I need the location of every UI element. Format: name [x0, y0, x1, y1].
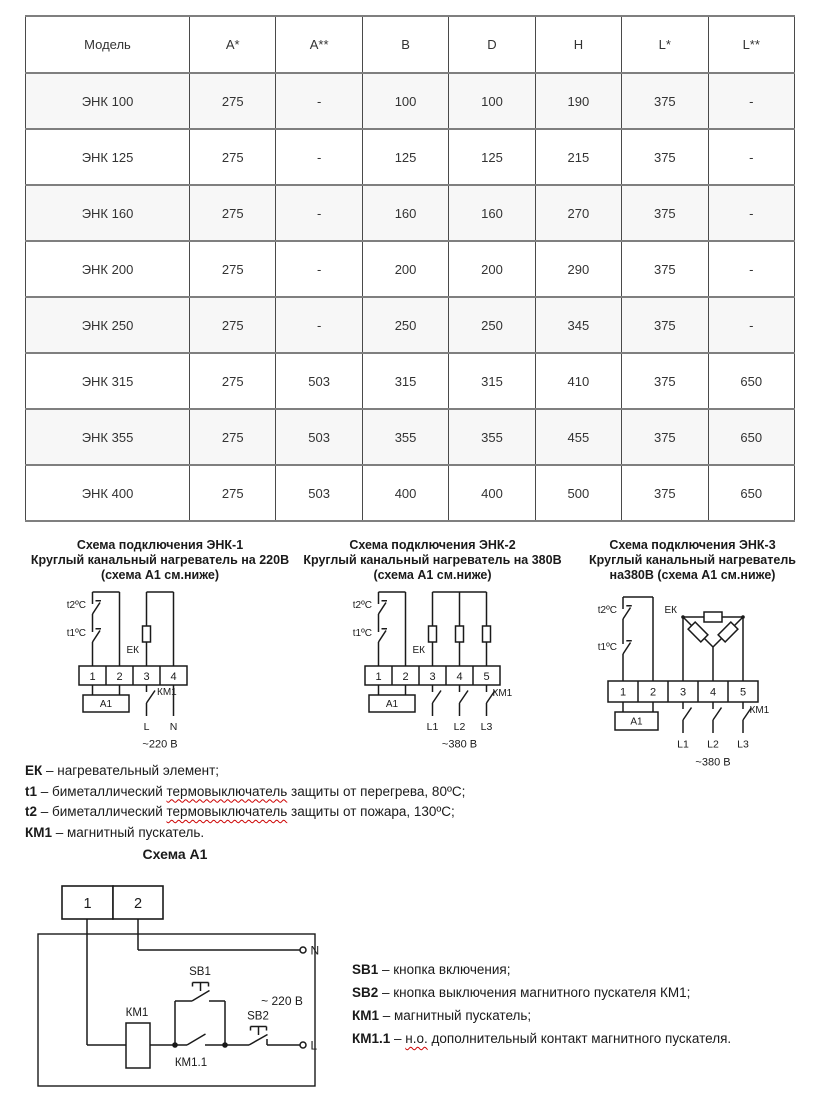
- ek-label: ЕК: [664, 605, 677, 616]
- phase-label: L2: [453, 721, 466, 733]
- col-header: L**: [708, 16, 794, 73]
- t1-label: t1ºC: [597, 642, 617, 653]
- value-cell: 375: [622, 185, 708, 241]
- a1-label: А1: [99, 699, 113, 710]
- value-cell: 125: [362, 129, 448, 185]
- legend-item: [25, 782, 465, 803]
- t2-label: t2ºC: [352, 600, 372, 611]
- ek-label: ЕК: [126, 645, 139, 656]
- legend-text: –: [390, 1031, 406, 1046]
- terminal-number: 2: [402, 671, 409, 683]
- terminal-number: 2: [649, 686, 657, 699]
- diagram-enk2: [300, 538, 565, 754]
- heater-branch: [429, 592, 491, 666]
- value-cell: 160: [362, 185, 448, 241]
- value-cell: -: [276, 297, 362, 353]
- a1-box: [615, 702, 658, 730]
- value-cell: 650: [708, 353, 794, 409]
- diagram-enk3-svg: [580, 589, 820, 779]
- heater-branch: [143, 592, 174, 666]
- value-cell: 250: [362, 297, 448, 353]
- table-row: [26, 73, 795, 129]
- a1-box: [83, 685, 129, 712]
- phase-label: L: [310, 1038, 318, 1053]
- neutral-label: N: [169, 721, 178, 733]
- voltage-label: ~380 В: [695, 756, 731, 769]
- model-cell: ЭНК 250: [26, 297, 190, 353]
- wiring-diagrams-row: [20, 538, 820, 779]
- legend-term: КМ1.1: [352, 1031, 391, 1046]
- a1-label: А1: [630, 716, 643, 728]
- legend-item: [352, 1027, 731, 1050]
- legend-item: [352, 958, 731, 981]
- legend-item: [25, 802, 465, 823]
- value-cell: 650: [708, 409, 794, 465]
- heater-resistor: [456, 626, 464, 642]
- value-cell: -: [708, 129, 794, 185]
- value-cell: 503: [276, 409, 362, 465]
- schema-a1-svg: [25, 875, 325, 1100]
- legend-term: ЕК: [25, 763, 43, 778]
- title-line: Схема подключения ЭНК-1: [76, 538, 244, 552]
- legend-text: – кнопка включения;: [378, 962, 511, 977]
- terminal-strip: [608, 681, 758, 702]
- value-cell: 270: [535, 185, 621, 241]
- model-cell: ЭНК 400: [26, 465, 190, 521]
- wire: [87, 919, 126, 1045]
- value-cell: 100: [362, 73, 448, 129]
- value-cell: 375: [622, 409, 708, 465]
- thermal-switch-branch: [93, 592, 120, 666]
- km1-coil: [126, 1023, 150, 1068]
- legend-text-wavy: термовыключатель: [166, 783, 288, 799]
- value-cell: 100: [449, 73, 535, 129]
- title-line: Схема подключения ЭНК-3: [609, 538, 776, 552]
- heater-resistor: [704, 612, 722, 622]
- phase-label: L3: [480, 721, 493, 733]
- legend-text: защиты от перегрева, 80ºС;: [287, 783, 466, 799]
- phase-label: L3: [737, 738, 749, 751]
- col-header: A*: [190, 16, 276, 73]
- table-header-row: [26, 16, 795, 73]
- legend-text: дополнительный контакт магнитного пускателя.: [427, 1031, 732, 1046]
- t1-label: t1ºC: [66, 628, 86, 639]
- terminal-number: 4: [709, 686, 717, 699]
- col-header: Модель: [26, 16, 190, 73]
- legend-item: [352, 1004, 731, 1027]
- value-cell: 375: [622, 297, 708, 353]
- value-cell: 275: [190, 185, 276, 241]
- model-cell: ЭНК 355: [26, 409, 190, 465]
- value-cell: 200: [362, 241, 448, 297]
- value-cell: 345: [535, 297, 621, 353]
- value-cell: 375: [622, 129, 708, 185]
- value-cell: -: [276, 241, 362, 297]
- value-cell: 375: [622, 465, 708, 521]
- table-row: [26, 297, 795, 353]
- value-cell: -: [708, 185, 794, 241]
- value-cell: 503: [276, 353, 362, 409]
- value-cell: -: [708, 297, 794, 353]
- value-cell: 650: [708, 465, 794, 521]
- km11-label: КМ1.1: [174, 1057, 208, 1069]
- sb2-label: SB2: [247, 1010, 269, 1023]
- terminal-number: 1: [375, 671, 382, 683]
- value-cell: 275: [190, 465, 276, 521]
- n-terminal-circle: [300, 947, 306, 953]
- heater-resistor: [143, 626, 151, 642]
- terminal-number: 5: [739, 686, 747, 699]
- value-cell: -: [276, 185, 362, 241]
- col-header: B: [362, 16, 448, 73]
- terminal-number: 3: [679, 686, 687, 699]
- legend-term: t2: [25, 804, 38, 819]
- legend-text: – кнопка выключения магнитного пускателя КМ1;: [378, 985, 691, 1000]
- legend-term: SB2: [352, 985, 379, 1000]
- value-cell: 410: [535, 353, 621, 409]
- t1-label: t1ºC: [352, 628, 372, 639]
- terminal-strip: [62, 886, 163, 919]
- terminal-strip: [365, 666, 500, 685]
- phase-label: L1: [426, 721, 439, 733]
- legend-schema-a1: [352, 958, 731, 1050]
- model-cell: ЭНК 125: [26, 129, 190, 185]
- value-cell: -: [708, 241, 794, 297]
- table-row: [26, 353, 795, 409]
- title-line: Круглый канальный нагреватель: [589, 553, 796, 567]
- table-row: [26, 465, 795, 521]
- terminal-strip: [79, 666, 187, 685]
- legend-components: [25, 761, 465, 843]
- title-line: Круглый канальный нагреватель на 220В: [30, 553, 290, 567]
- value-cell: 315: [362, 353, 448, 409]
- value-cell: 500: [535, 465, 621, 521]
- legend-text: – нагревательный элемент;: [42, 763, 220, 778]
- title-line: Схема подключения ЭНК-2: [349, 538, 516, 552]
- terminal-number: 5: [483, 671, 490, 683]
- model-cell: ЭНК 315: [26, 353, 190, 409]
- diagram-enk1-svg: [20, 589, 300, 754]
- model-cell: ЭНК 100: [26, 73, 190, 129]
- value-cell: 190: [535, 73, 621, 129]
- value-cell: 455: [535, 409, 621, 465]
- legend-text: защиты от пожара, 130ºС;: [287, 804, 455, 819]
- value-cell: 250: [449, 297, 535, 353]
- legend-text-wavy: термовыключатель: [166, 804, 288, 819]
- value-cell: 375: [622, 73, 708, 129]
- diagram-enk2-svg: [340, 589, 570, 754]
- legend-text: – биметаллический: [37, 783, 167, 799]
- schema-a1-title: Схема А1: [142, 846, 208, 862]
- title-line: (схема А1 см.ниже): [100, 568, 220, 582]
- phase-label: L1: [677, 738, 689, 751]
- km1-contacts: [433, 685, 496, 716]
- legend-item: [25, 761, 465, 782]
- model-cell: ЭНК 200: [26, 241, 190, 297]
- value-cell: 215: [535, 129, 621, 185]
- value-cell: 275: [190, 297, 276, 353]
- terminal-number: 1: [89, 671, 96, 683]
- phase-label: L2: [707, 738, 719, 751]
- title-line: на380В (схема А1 см.ниже): [609, 568, 776, 582]
- km1-label: КМ1: [749, 705, 770, 716]
- terminal-number: 2: [133, 896, 143, 912]
- col-header: D: [449, 16, 535, 73]
- sb2-button: [249, 1027, 300, 1046]
- table-row: [26, 241, 795, 297]
- col-header: L*: [622, 16, 708, 73]
- table-row: [26, 129, 795, 185]
- value-cell: 275: [190, 129, 276, 185]
- value-cell: 315: [449, 353, 535, 409]
- value-cell: 400: [449, 465, 535, 521]
- col-header: A**: [276, 16, 362, 73]
- value-cell: 275: [190, 241, 276, 297]
- ek-label: ЕК: [412, 645, 425, 656]
- t2-label: t2ºC: [66, 600, 86, 611]
- diagram-title: [565, 538, 820, 583]
- table-row: [26, 409, 795, 465]
- value-cell: 290: [535, 241, 621, 297]
- table-row: [26, 185, 795, 241]
- diagram-title: [300, 538, 565, 583]
- legend-text: – магнитный пускатель;: [379, 1008, 532, 1023]
- title-line: Круглый канальный нагреватель на 380В: [303, 553, 562, 567]
- sb1-button: [175, 983, 225, 1046]
- value-cell: -: [708, 73, 794, 129]
- voltage-label: ~220 В: [142, 738, 178, 751]
- terminal-number: 1: [83, 896, 92, 912]
- value-cell: 375: [622, 241, 708, 297]
- legend-text: – биметаллический: [37, 804, 167, 819]
- a1-box: [369, 685, 415, 712]
- heater-resistor: [483, 626, 491, 642]
- km1-label: КМ1: [125, 1007, 149, 1019]
- sb1-label: SB1: [189, 966, 211, 978]
- legend-item: [25, 823, 465, 844]
- legend-text: – магнитный пускатель.: [52, 824, 205, 840]
- legend-term: КМ1: [25, 824, 52, 840]
- value-cell: 160: [449, 185, 535, 241]
- diagram-enk1: [20, 538, 300, 754]
- a1-label: А1: [385, 699, 399, 710]
- thermal-switch-branch: [379, 592, 406, 666]
- value-cell: 275: [190, 409, 276, 465]
- terminal-number: 3: [429, 671, 436, 683]
- terminal-number: 4: [170, 671, 177, 683]
- diagram-title: [20, 538, 300, 583]
- km1-label: КМ1: [157, 687, 177, 698]
- thermal-switch-branch: [623, 597, 653, 681]
- terminal-number: 3: [143, 671, 150, 683]
- heater-delta: [681, 612, 745, 681]
- terminal-number: 1: [619, 686, 627, 699]
- heater-resistor: [429, 626, 437, 642]
- legend-term: t1: [25, 783, 38, 799]
- diagram-enk3: [565, 538, 820, 779]
- value-cell: 275: [190, 353, 276, 409]
- neutral-label: N: [310, 943, 320, 958]
- value-cell: 503: [276, 465, 362, 521]
- value-cell: 355: [449, 409, 535, 465]
- km1-contacts: [683, 702, 752, 733]
- value-cell: 375: [622, 353, 708, 409]
- km11-contact: [187, 1034, 249, 1045]
- voltage-label: ~380 В: [441, 738, 478, 751]
- value-cell: 125: [449, 129, 535, 185]
- l-terminal-circle: [300, 1042, 306, 1048]
- legend-term: SB1: [352, 962, 379, 977]
- km1-label: КМ1: [492, 688, 513, 699]
- dimensions-table: [25, 15, 795, 522]
- terminal-number: 2: [116, 671, 123, 683]
- voltage-label: ~ 220 В: [261, 994, 303, 1008]
- km1-contact: [147, 685, 156, 716]
- title-line: (схема А1 см.ниже): [373, 568, 492, 582]
- legend-item: [352, 981, 731, 1004]
- col-header: H: [535, 16, 621, 73]
- model-cell: ЭНК 160: [26, 185, 190, 241]
- terminal-number: 4: [456, 671, 463, 683]
- value-cell: 200: [449, 241, 535, 297]
- neutral-branch: [138, 919, 319, 958]
- value-cell: 355: [362, 409, 448, 465]
- value-cell: -: [276, 73, 362, 129]
- value-cell: 400: [362, 465, 448, 521]
- t2-label: t2ºC: [597, 605, 617, 616]
- legend-term: КМ1: [352, 1008, 379, 1023]
- legend-text-wavy: н.о.: [405, 1031, 428, 1046]
- value-cell: 275: [190, 73, 276, 129]
- phase-label: L: [143, 721, 150, 733]
- value-cell: -: [276, 129, 362, 185]
